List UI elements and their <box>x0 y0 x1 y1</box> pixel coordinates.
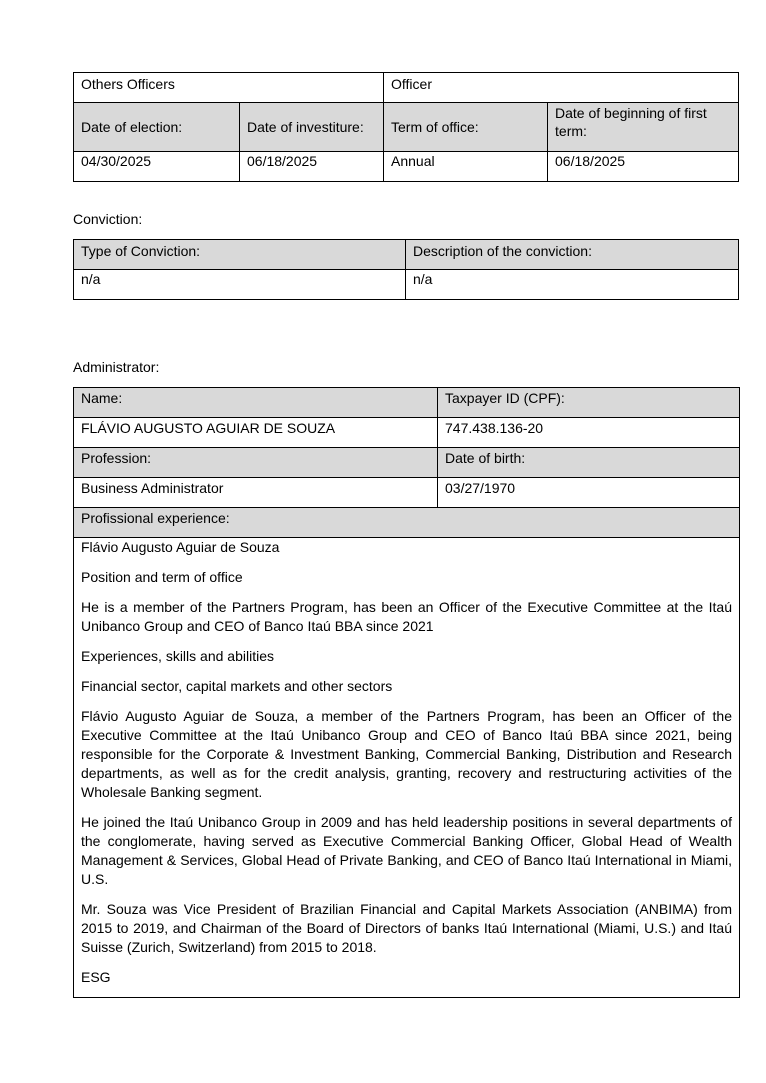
birth-date-header: Date of birth: <box>438 448 740 478</box>
officer-position: Officer <box>384 73 739 103</box>
cpf-header: Taxpayer ID (CPF): <box>438 388 740 418</box>
experience-paragraph: ESG <box>81 969 111 985</box>
conviction-description-value: n/a <box>406 270 739 300</box>
election-date-header: Date of election: <box>74 103 240 152</box>
experience-header: Profissional experience: <box>74 508 740 538</box>
experience-paragraph: He joined the Itaú Unibanco Group in 2009 and has held leadership positions in several departments of the conglomerate, having served as Executive Commercial Banking Officer, Global Head of Wealth Management & Services, Global Head of Private Banking, and CEO of Banco Itaú International in Miami, U.S. <box>81 814 732 887</box>
first-term-header: Date of beginning of first term: <box>548 103 739 152</box>
conviction-type-header: Type of Conviction: <box>74 240 406 270</box>
profession-header: Profession: <box>74 448 438 478</box>
birth-date-value: 03/27/1970 <box>438 478 740 508</box>
officer-table <box>73 72 739 182</box>
term-value: Annual <box>384 152 548 182</box>
experience-paragraph: Financial sector, capital markets and other sectors <box>81 678 393 694</box>
experience-paragraph: Mr. Souza was Vice President of Brazilian Financial and Capital Markets Association (ANBIMA) from 2015 to 2019, and Chairman of the Board of Directors of banks Itaú International (Miami, U.S.) and Itaú Suisse (Zurich, Switzerland) from 2015 to 2018. <box>81 901 732 955</box>
administrator-table <box>73 387 740 998</box>
officer-category: Others Officers <box>74 73 384 103</box>
cpf-value: 747.438.136-20 <box>438 418 740 448</box>
name-header: Name: <box>74 388 438 418</box>
experience-body <box>74 538 740 998</box>
term-header: Term of office: <box>384 103 548 152</box>
experience-paragraph: Flávio Augusto Aguiar de Souza, a member of the Partners Program, has been an Officer of the Executive Committee at the Itaú Unibanco Group and CEO of Banco Itaú BBA since 2021, being responsible for the Corporate & Investment Banking, Commercial Banking, Distribution and Research departments, as well as for the credit analysis, granting, recovery and restructuring activities of the Wholesale Banking segment. <box>81 708 732 800</box>
first-term-value: 06/18/2025 <box>548 152 739 182</box>
administrator-heading: Administrator: <box>73 359 160 375</box>
conviction-table <box>73 239 739 300</box>
name-value: FLÁVIO AUGUSTO AGUIAR DE SOUZA <box>74 418 438 448</box>
conviction-heading: Conviction: <box>73 211 143 227</box>
experience-paragraph: Experiences, skills and abilities <box>81 648 274 664</box>
investiture-date-header: Date of investiture: <box>240 103 384 152</box>
conviction-type-value: n/a <box>74 270 406 300</box>
election-date-value: 04/30/2025 <box>74 152 240 182</box>
experience-paragraph: Flávio Augusto Aguiar de Souza <box>81 539 280 555</box>
investiture-date-value: 06/18/2025 <box>240 152 384 182</box>
conviction-description-header: Description of the conviction: <box>406 240 739 270</box>
experience-paragraph: He is a member of the Partners Program, has been an Officer of the Executive Committee at the Itaú Unibanco Group and CEO of Banco Itaú BBA since 2021 <box>81 599 732 634</box>
profession-value: Business Administrator <box>74 478 438 508</box>
experience-paragraph: Position and term of office <box>81 569 243 585</box>
